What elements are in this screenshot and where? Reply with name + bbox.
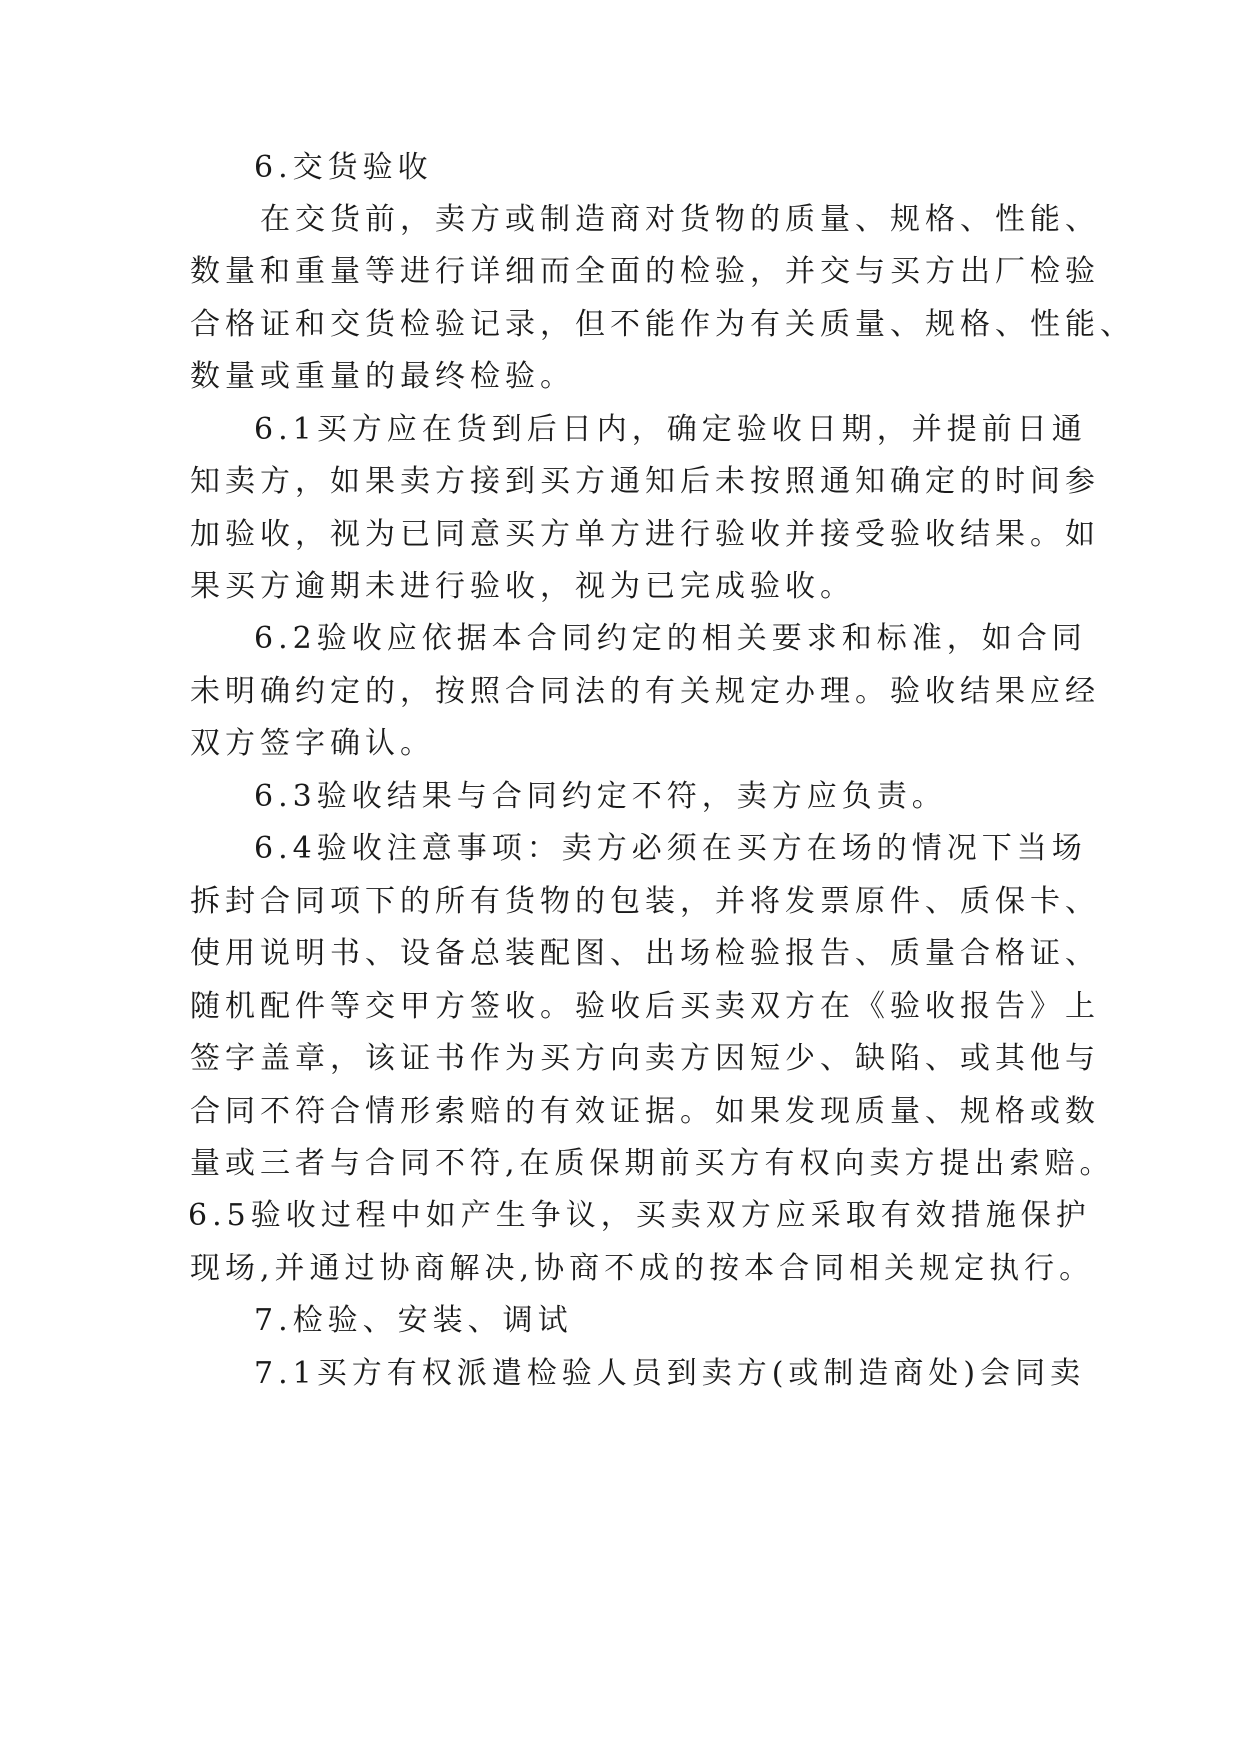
- paragraph-line: 6.2验收应依据本合同约定的相关要求和标准，如合同: [254, 621, 1087, 656]
- paragraph-line: 知卖方，如果卖方接到买方通知后未按照通知确定的时间参: [190, 464, 1100, 499]
- paragraph-line: 6.1买方应在货到后日内，确定验收日期，并提前日通: [254, 412, 1087, 447]
- paragraph-line: 合同不符合情形索赔的有效证据。如果发现质量、规格或数: [190, 1094, 1100, 1129]
- paragraph-line: 果买方逾期未进行验收，视为已完成验收。: [190, 569, 855, 604]
- paragraph-line: 使用说明书、设备总装配图、出场检验报告、质量合格证、: [190, 936, 1100, 971]
- paragraph-line: 合格证和交货检验记录，但不能作为有关质量、规格、性能、: [190, 307, 1135, 342]
- section-heading: 6.交货验收: [254, 150, 433, 185]
- paragraph-line: 现场,并通过协商解决,协商不成的按本合同相关规定执行。: [190, 1251, 1095, 1286]
- paragraph-line: 6.4验收注意事项：卖方必须在买方在场的情况下当场: [254, 831, 1087, 866]
- paragraph-line: 双方签字确认。: [190, 726, 435, 761]
- paragraph-line: 6.3验收结果与合同约定不符，卖方应负责。: [254, 779, 947, 814]
- paragraph-line: 拆封合同项下的所有货物的包装，并将发票原件、质保卡、: [190, 884, 1100, 919]
- paragraph-line: 随机配件等交甲方签收。验收后买卖双方在《验收报告》上: [190, 989, 1100, 1024]
- paragraph-line: 数量或重量的最终检验。: [190, 359, 575, 394]
- paragraph-line: 6.5验收过程中如产生争议，买卖双方应采取有效措施保护: [188, 1198, 1091, 1233]
- paragraph-line: 7.1买方有权派遣检验人员到卖方(或制造商处)会同卖: [254, 1356, 1086, 1391]
- paragraph-line: 加验收，视为已同意买方单方进行验收并接受验收结果。如: [190, 517, 1100, 552]
- paragraph-line: 在交货前，卖方或制造商对货物的质量、规格、性能、: [260, 202, 1100, 237]
- section-heading: 7.检验、安装、调试: [254, 1303, 573, 1338]
- paragraph-line: 签字盖章，该证书作为买方向卖方因短少、缺陷、或其他与: [190, 1041, 1100, 1076]
- paragraph-line: 数量和重量等进行详细而全面的检验，并交与买方出厂检验: [190, 254, 1100, 289]
- paragraph-line: 未明确约定的，按照合同法的有关规定办理。验收结果应经: [190, 674, 1100, 709]
- paragraph-line: 量或三者与合同不符,在质保期前买方有权向卖方提出索赔。: [190, 1146, 1115, 1181]
